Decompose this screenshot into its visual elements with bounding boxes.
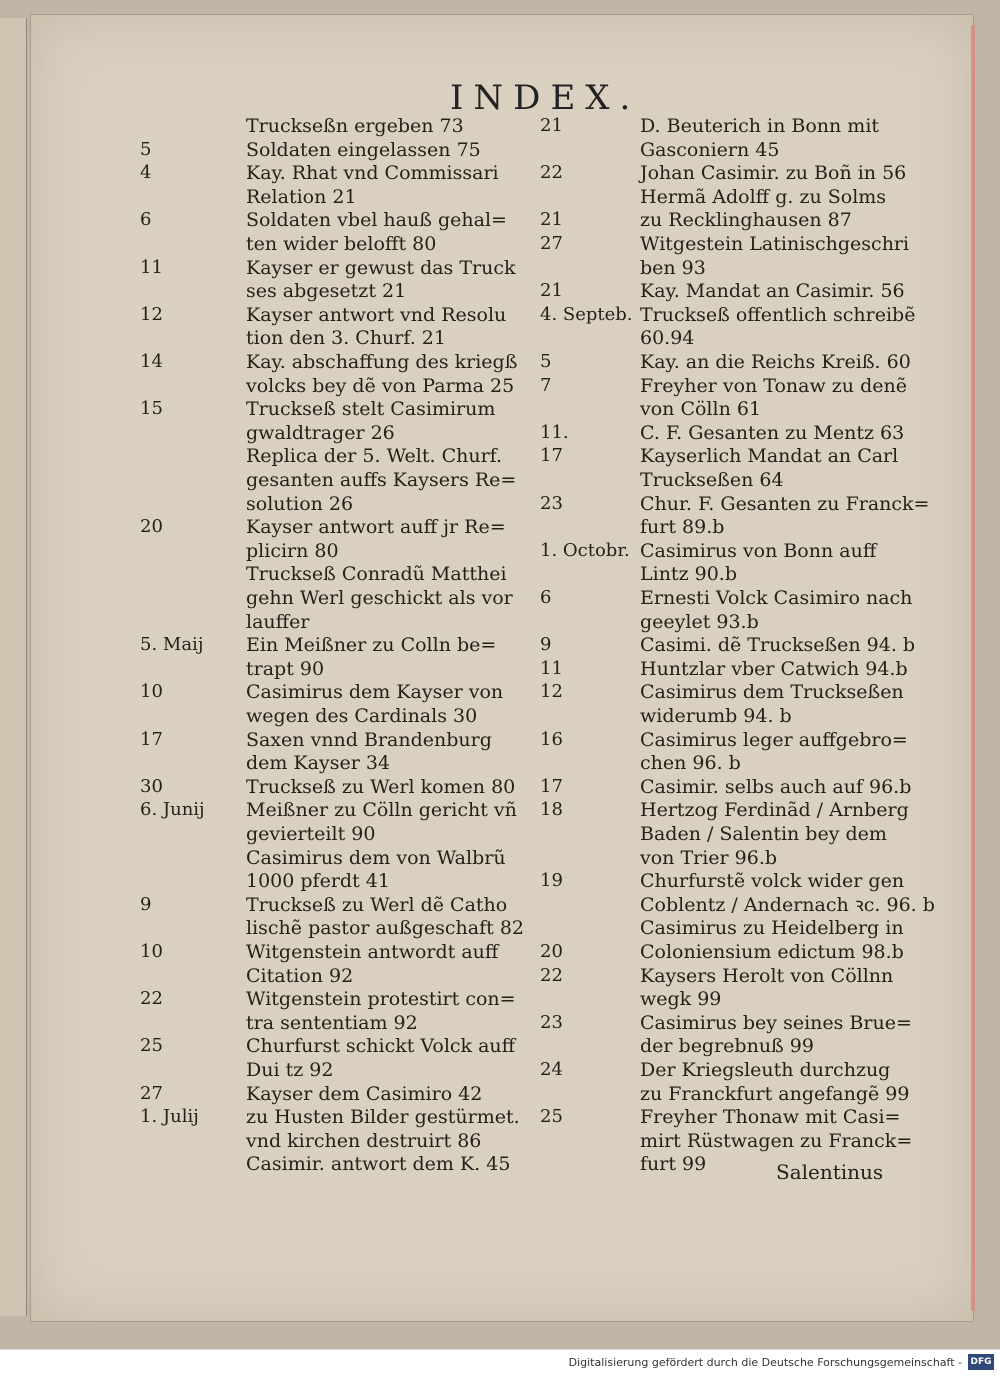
right-entry: Kay. Mandat an Casimir. 56 (640, 280, 905, 303)
right-entry: Casimir. selbs auch auf 96.b (640, 775, 912, 798)
right-date: 21 (540, 115, 563, 136)
left-date: 10 (140, 941, 163, 962)
left-entry: Ein Meißner zu Colln be= (246, 634, 497, 657)
left-date: 6. Junij (140, 799, 205, 821)
left-entry: Truckseß Conradũ Matthei (246, 563, 507, 586)
left-entry: Dui tz 92 (246, 1059, 334, 1081)
left-entry: Kay. Rhat vnd Commissari (246, 162, 499, 185)
left-entry: lauffer (246, 610, 310, 633)
left-entry: Truckseß zu Werl dẽ Catho (246, 893, 508, 916)
left-entry: wegen des Cardinals 30 (246, 705, 478, 727)
right-entry: Casimirus leger auffgebro= (640, 728, 908, 751)
facing-page-edge (0, 18, 27, 1316)
right-date: 17 (540, 775, 563, 797)
left-entry: Citation 92 (246, 964, 354, 987)
right-entry: Gasconiern 45 (640, 138, 780, 161)
left-date: 5 (140, 138, 152, 160)
right-date: 23 (540, 492, 563, 514)
right-entry: zu Franckfurt angefangẽ 99 (640, 1082, 910, 1105)
left-entry: Witgenstein protestirt con= (246, 988, 516, 1011)
right-entry: Freyher von Tonaw zu denẽ (640, 374, 907, 397)
left-entry: Kayser dem Casimiro 42 (246, 1082, 483, 1105)
right-entry: Kaysers Herolt von Cöllnn (640, 964, 894, 987)
left-entry: Soldaten eingelassen 75 (246, 138, 481, 161)
right-date: 22 (540, 162, 563, 184)
right-date: 27 (540, 233, 563, 254)
left-date: 14 (140, 351, 163, 372)
left-entry: vnd kirchen destruirt 86 (246, 1129, 482, 1152)
right-entry: Hermã Adolff g. zu Solms (640, 185, 887, 208)
right-date: 7 (540, 374, 552, 396)
left-entry: trapt 90 (246, 657, 325, 680)
left-date: 6 (140, 209, 152, 231)
right-date: 12 (540, 681, 563, 703)
right-date: 6 (540, 587, 552, 608)
right-entry: Casimirus bey seines Brue= (640, 1011, 912, 1034)
left-date: 4 (140, 162, 152, 184)
right-entry: 60.94 (640, 327, 695, 350)
page-edge-stain (971, 25, 975, 1311)
left-entry: Kay. abschaffung des kriegß (246, 351, 518, 373)
right-entry: chen 96. b (640, 752, 741, 775)
left-entry: tion den 3. Churf. 21 (246, 327, 446, 350)
right-date: 16 (540, 728, 563, 750)
right-date: 11. (540, 421, 569, 443)
left-entry: dem Kayser 34 (246, 752, 391, 775)
right-entry: wegk 99 (640, 988, 722, 1011)
right-entry: Der Kriegsleuth durchzug (640, 1059, 891, 1081)
page-heading: INDEX. (450, 78, 641, 118)
left-date: 9 (140, 893, 152, 915)
right-entry: widerumb 94. b (640, 705, 792, 727)
right-entry: Chur. F. Gesanten zu Franck= (640, 492, 930, 515)
left-entry: Replica der 5. Welt. Churf. (246, 445, 503, 468)
right-entry: Casimirus zu Heidelberg in (640, 917, 904, 940)
left-date: 27 (140, 1082, 163, 1104)
right-entry: Johan Casimir. zu Boñ in 56 (640, 162, 907, 185)
right-entry: Freyher Thonaw mit Casi= (640, 1106, 901, 1129)
left-entry: zu Husten Bilder gestürmet. (246, 1106, 520, 1129)
right-entry: Huntzlar vber Catwich 94.b (640, 657, 908, 680)
left-entry: Witgenstein antwordt auff (246, 941, 499, 963)
right-entry: zu Recklinghausen 87 (640, 209, 852, 232)
right-date: 17 (540, 445, 563, 467)
left-entry: Kayser antwort auff jr Re= (246, 516, 506, 539)
left-date: 20 (140, 516, 163, 538)
right-entry: Lintz 90.b (640, 563, 737, 586)
right-entry: der begrebnuß 99 (640, 1035, 814, 1058)
footer-text: Digitalisierung gefördert durch die Deutsche Forschungsgemeinschaft - (568, 1356, 962, 1369)
left-entry: Saxen vnnd Brandenburg (246, 728, 492, 751)
right-entry: C. F. Gesanten zu Mentz 63 (640, 421, 905, 444)
left-entry: tra sententiam 92 (246, 1011, 418, 1034)
right-entry: Kayserlich Mandat an Carl (640, 445, 899, 468)
right-entry: ben 93 (640, 256, 706, 279)
right-date: 21 (540, 280, 563, 302)
right-entry: Witgestein Latinischgeschri (640, 233, 910, 255)
right-entry: mirt Rüstwagen zu Franck= (640, 1129, 913, 1152)
left-date: 17 (140, 728, 163, 750)
right-entry: Churfurstẽ volck wider gen (640, 870, 905, 893)
left-entry: Truckseßn ergeben 73 (246, 115, 464, 137)
left-entry: ses abgesetzt 21 (246, 280, 407, 303)
catchword: Salentinus (776, 1160, 884, 1184)
right-entry: Truckseß offentlich schreibẽ (640, 303, 916, 326)
right-date: 11 (540, 657, 563, 679)
right-entry: Casimirus dem Truckseßen (640, 681, 904, 704)
left-entry: Truckseß zu Werl komen 80 (246, 775, 516, 798)
left-entry: Churfurst schickt Volck auff (246, 1035, 516, 1058)
left-entry: gwaldtrager 26 (246, 421, 395, 444)
right-date: 1. Octobr. (540, 539, 630, 561)
left-entry: Relation 21 (246, 185, 357, 208)
left-date: 10 (140, 681, 163, 703)
right-entry: Casimi. dẽ Truckseßen 94. b (640, 634, 916, 657)
left-entry: Casimirus dem von Walbrũ (246, 846, 506, 869)
right-date: 21 (540, 209, 563, 231)
left-entry: Kayser antwort vnd Resolu (246, 303, 507, 326)
right-date: 18 (540, 799, 563, 821)
right-entry: Ernesti Volck Casimiro nach (640, 587, 913, 609)
right-date: 4. Septeb. (540, 303, 633, 325)
left-date: 25 (140, 1035, 163, 1057)
right-entry: Kay. an die Reichs Kreiß. 60 (640, 351, 911, 373)
left-entry: Truckseß stelt Casimirum (246, 398, 496, 421)
right-entry: Casimirus von Bonn auff (640, 539, 877, 562)
left-entry: ten wider belofft 80 (246, 233, 437, 255)
right-entry: D. Beuterich in Bonn mit (640, 115, 880, 137)
right-entry: Baden / Salentin bey dem (640, 823, 887, 845)
right-date: 23 (540, 1011, 563, 1033)
left-date: 30 (140, 775, 163, 797)
right-entry: Truckseßen 64 (640, 469, 784, 491)
dfg-logo: DFG (968, 1354, 994, 1370)
left-entry: 1000 pferdt 41 (246, 870, 390, 893)
right-date: 9 (540, 634, 552, 656)
left-date: 11 (140, 256, 163, 278)
right-entry: Hertzog Ferdinãd / Arnberg (640, 799, 909, 822)
left-date: 15 (140, 398, 163, 420)
left-entry: Casimir. antwort dem K. 45 (246, 1153, 511, 1176)
footer-bar (0, 1349, 1000, 1376)
left-entry: lischẽ pastor außgeschaft 82 (246, 917, 525, 940)
left-entry: gehn Werl geschickt als vor (246, 587, 513, 609)
right-entry: Coblentz / Andernach ꝛc. 96. b (640, 893, 935, 916)
right-date: 5 (540, 351, 552, 372)
right-entry: von Cölln 61 (640, 398, 762, 421)
left-entry: plicirn 80 (246, 539, 339, 562)
left-date: 22 (140, 988, 163, 1010)
right-date: 20 (540, 941, 563, 962)
left-entry: volcks bey dẽ von Parma 25 (246, 374, 515, 397)
left-date: 12 (140, 303, 163, 325)
right-date: 19 (540, 870, 563, 892)
left-date: 1. Julij (140, 1106, 199, 1128)
right-entry: furt 89.b (640, 516, 725, 539)
left-entry: Soldaten vbel hauß gehal= (246, 209, 507, 232)
right-date: 22 (540, 964, 563, 986)
right-entry: von Trier 96.b (640, 846, 778, 869)
left-entry: gevierteilt 90 (246, 823, 376, 845)
left-entry: solution 26 (246, 492, 354, 515)
right-date: 25 (540, 1106, 563, 1128)
left-entry: gesanten auffs Kaysers Re= (246, 469, 517, 491)
right-date: 24 (540, 1059, 563, 1080)
right-entry: Coloniensium edictum 98.b (640, 941, 904, 963)
left-entry: Kayser er gewust das Truck (246, 256, 516, 279)
right-entry: furt 99 (640, 1153, 707, 1176)
left-entry: Casimirus dem Kayser von (246, 681, 504, 704)
left-date: 5. Maij (140, 634, 204, 656)
right-entry: geeylet 93.b (640, 610, 759, 633)
left-entry: Meißner zu Cölln gericht vñ (246, 799, 517, 822)
